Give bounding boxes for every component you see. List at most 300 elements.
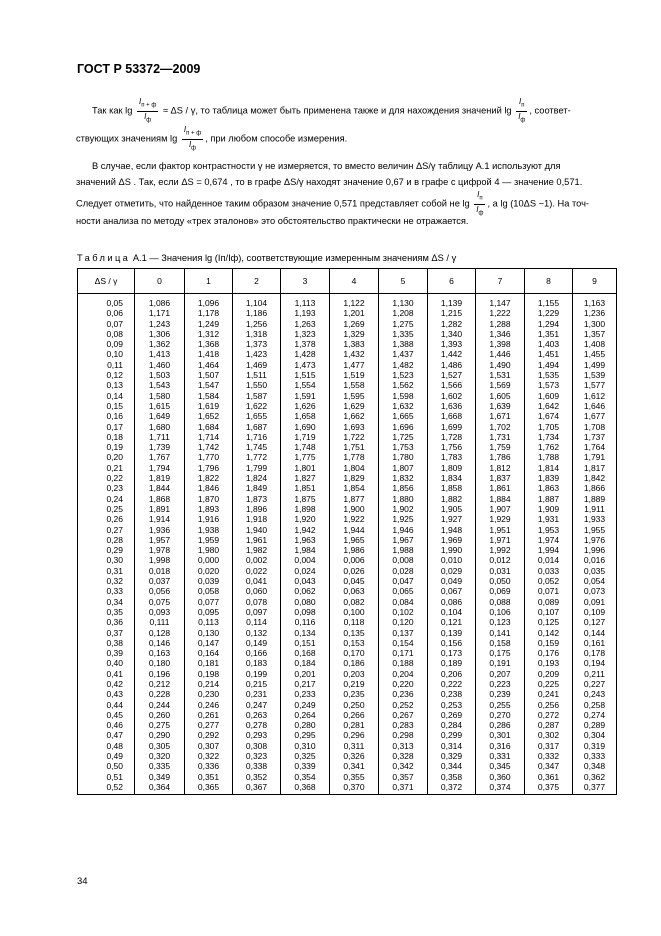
table-cell: 1,739 xyxy=(135,442,185,452)
table-cell: 0,100 xyxy=(330,607,379,617)
table-cell: 1,780 xyxy=(379,452,428,462)
table-cell: 0,158 xyxy=(476,638,525,648)
table-cell: 1,961 xyxy=(233,535,281,545)
table-cell: 1,965 xyxy=(330,535,379,545)
row-key-cell: 0,10 xyxy=(78,349,135,359)
table-cell: 0,314 xyxy=(428,741,476,751)
table-cell: 1,639 xyxy=(476,401,525,411)
table-cell: 1,731 xyxy=(476,432,525,442)
table-cell: 0,246 xyxy=(185,700,233,710)
table-cell: 1,591 xyxy=(281,391,330,401)
table-row xyxy=(78,494,617,504)
table-cell: 0,264 xyxy=(281,710,330,720)
table-cell: 0,372 xyxy=(428,782,476,795)
table-cell: 0,029 xyxy=(428,566,476,576)
table-cell: 0,278 xyxy=(233,720,281,730)
table-cell: 1,940 xyxy=(233,525,281,535)
table-cell: 1,967 xyxy=(379,535,428,545)
table-cell: 1,275 xyxy=(379,319,428,329)
table-cell: 0,310 xyxy=(281,741,330,751)
table-cell: 1,329 xyxy=(330,329,379,339)
table-cell: 1,844 xyxy=(135,483,185,493)
table-row xyxy=(78,586,617,596)
table-row xyxy=(78,555,617,565)
row-key-cell: 0,34 xyxy=(78,597,135,607)
table-cell: 1,791 xyxy=(573,452,617,462)
table-cell: 0,196 xyxy=(135,669,185,679)
table-row xyxy=(78,380,617,390)
para1-line2-pre: ствующих значениям lg xyxy=(76,133,178,144)
table-cell: 1,834 xyxy=(428,473,476,483)
table-cell: 1,998 xyxy=(135,555,185,565)
table-cell: 1,482 xyxy=(379,360,428,370)
table-cell: 1,889 xyxy=(573,494,617,504)
table-cell: 1,550 xyxy=(233,380,281,390)
paragraph-2 xyxy=(76,160,616,227)
table-cell: 0,170 xyxy=(330,648,379,658)
table-cell: 0,120 xyxy=(379,617,428,627)
table-cell: 0,008 xyxy=(379,555,428,565)
table-row xyxy=(78,772,617,782)
row-key-cell: 0,05 xyxy=(78,294,135,309)
row-key-cell: 0,36 xyxy=(78,617,135,627)
table-cell: 1,887 xyxy=(525,494,573,504)
table-cell: 0,004 xyxy=(281,555,330,565)
table-cell: 0,329 xyxy=(428,751,476,761)
table-cell: 0,214 xyxy=(185,679,233,689)
table-cell: 1,829 xyxy=(330,473,379,483)
table-cell: 1,300 xyxy=(573,319,617,329)
table-cell: 1,368 xyxy=(185,339,233,349)
row-key-cell: 0,39 xyxy=(78,648,135,658)
table-cell: 0,296 xyxy=(330,730,379,740)
table-cell: 0,086 xyxy=(428,597,476,607)
table-cell: 1,201 xyxy=(330,308,379,318)
table-cell: 0,304 xyxy=(573,730,617,740)
table-cell: 0,062 xyxy=(281,586,330,596)
fraction-lg-ip: $\frac{I_п}{I_ф}$ xyxy=(518,97,526,124)
table-cell: 0,323 xyxy=(233,751,281,761)
table-cell: 1,809 xyxy=(428,463,476,473)
table-cell: 1,942 xyxy=(281,525,330,535)
table-cell: 0,241 xyxy=(525,689,573,699)
table-cell: 1,986 xyxy=(330,545,379,555)
table-cell: 0,058 xyxy=(185,586,233,596)
table-cell: 1,946 xyxy=(379,525,428,535)
para2-line2: значений ΔS . Так, если ΔS = 0,674 , то в графе ΔS/γ находят значение 0,67 и в графе с цифрой 4 — значение 0,571. xyxy=(76,177,583,187)
table-cell: 0,164 xyxy=(185,648,233,658)
table-cell: 0,060 xyxy=(233,586,281,596)
table-cell: 0,088 xyxy=(476,597,525,607)
table-cell: 1,539 xyxy=(573,370,617,380)
table-row xyxy=(78,679,617,689)
table-row xyxy=(78,730,617,740)
table-cell: 0,325 xyxy=(281,751,330,761)
table-cell: 1,953 xyxy=(525,525,573,535)
table-cell: 1,428 xyxy=(281,349,330,359)
table-cell: 1,898 xyxy=(281,504,330,514)
table-cell: 1,580 xyxy=(135,391,185,401)
table-cell: 1,902 xyxy=(379,504,428,514)
column-header-1: 1 xyxy=(185,269,233,294)
table-cell: 0,236 xyxy=(379,689,428,699)
table-cell: 1,759 xyxy=(476,442,525,452)
table-cell: 1,929 xyxy=(476,514,525,524)
table-cell: 0,178 xyxy=(573,648,617,658)
table-cell: 0,335 xyxy=(135,761,185,771)
table-cell: 0,026 xyxy=(330,566,379,576)
table-cell: 1,916 xyxy=(185,514,233,524)
table-cell: 1,362 xyxy=(135,339,185,349)
row-key-cell: 0,21 xyxy=(78,463,135,473)
table-cell: 0,168 xyxy=(281,648,330,658)
table-cell: 0,191 xyxy=(476,658,525,668)
table-cell: 0,326 xyxy=(330,751,379,761)
table-cell: 1,814 xyxy=(525,463,573,473)
table-cell: 0,054 xyxy=(573,576,617,586)
table-cell: 1,605 xyxy=(476,391,525,401)
table-cell: 1,519 xyxy=(330,370,379,380)
table-cell: 0,186 xyxy=(330,658,379,668)
row-key-cell: 0,25 xyxy=(78,504,135,514)
row-key-cell: 0,20 xyxy=(78,452,135,462)
table-cell: 1,690 xyxy=(281,422,330,432)
table-cell: 1,652 xyxy=(185,411,233,421)
table-cell: 1,849 xyxy=(233,483,281,493)
table-cell: 0,287 xyxy=(525,720,573,730)
table-cell: 0,128 xyxy=(135,628,185,638)
table-row xyxy=(78,700,617,710)
table-cell: 1,994 xyxy=(525,545,573,555)
table-cell: 1,665 xyxy=(379,411,428,421)
table-cell: 0,159 xyxy=(525,638,573,648)
table-cell: 1,837 xyxy=(476,473,525,483)
table-cell: 1,469 xyxy=(233,360,281,370)
table-row xyxy=(78,294,617,309)
table-cell: 0,222 xyxy=(428,679,476,689)
table-cell: 0,106 xyxy=(476,607,525,617)
fraction-lg-ip-plus-f-2: $\frac{I_{п + ф}}{I_ф}$ xyxy=(183,125,202,152)
table-cell: 0,020 xyxy=(185,566,233,576)
table-cell: 1,655 xyxy=(233,411,281,421)
table-cell: 1,832 xyxy=(379,473,428,483)
table-cell: 1,566 xyxy=(428,380,476,390)
table-cell: 1,868 xyxy=(135,494,185,504)
table-cell: 1,873 xyxy=(233,494,281,504)
table-cell: 0,071 xyxy=(525,586,573,596)
table-cell: 1,323 xyxy=(281,329,330,339)
table-cell: 0,339 xyxy=(281,761,330,771)
table-cell: 1,398 xyxy=(476,339,525,349)
table-cell: 1,748 xyxy=(281,442,330,452)
table-cell: 0,307 xyxy=(185,741,233,751)
table-cell: 1,988 xyxy=(379,545,428,555)
table-cell: 1,911 xyxy=(573,504,617,514)
table-cell: 1,455 xyxy=(573,349,617,359)
table-cell: 1,147 xyxy=(476,294,525,309)
table-row xyxy=(78,411,617,421)
table-cell: 0,137 xyxy=(379,628,428,638)
table-cell: 1,629 xyxy=(330,401,379,411)
table-cell: 0,260 xyxy=(135,710,185,720)
table-row xyxy=(78,658,617,668)
table-cell: 1,413 xyxy=(135,349,185,359)
table-cell: 1,294 xyxy=(525,319,573,329)
table-cell: 1,511 xyxy=(233,370,281,380)
table-cell: 1,626 xyxy=(281,401,330,411)
table-cell: 1,920 xyxy=(281,514,330,524)
table-cell: 1,742 xyxy=(185,442,233,452)
table-cell: 0,280 xyxy=(281,720,330,730)
table-cell: 0,250 xyxy=(330,700,379,710)
table-row xyxy=(78,751,617,761)
table-cell: 0,255 xyxy=(476,700,525,710)
row-key-cell: 0,24 xyxy=(78,494,135,504)
table-cell: 0,141 xyxy=(476,628,525,638)
table-cell: 0,349 xyxy=(135,772,185,782)
table-row xyxy=(78,576,617,586)
table-cell: 0,375 xyxy=(525,782,573,795)
table-cell: 0,065 xyxy=(379,586,428,596)
table-cell: 0,374 xyxy=(476,782,525,795)
table-cell: 1,982 xyxy=(233,545,281,555)
table-cell: 1,351 xyxy=(525,329,573,339)
fraction-lg-ip-f: $\frac{I_п}{I_ф}$ xyxy=(476,190,484,217)
table-cell: 1,877 xyxy=(330,494,379,504)
table-cell: 1,432 xyxy=(330,349,379,359)
column-header-5: 5 xyxy=(379,269,428,294)
table-row xyxy=(78,360,617,370)
column-header-6: 6 xyxy=(428,269,476,294)
column-header-7: 7 xyxy=(476,269,525,294)
table-cell: 1,671 xyxy=(476,411,525,421)
table-cell: 1,155 xyxy=(525,294,573,309)
table-cell: 1,490 xyxy=(476,360,525,370)
table-cell: 0,002 xyxy=(233,555,281,565)
table-cell: 1,990 xyxy=(428,545,476,555)
table-cell: 0,144 xyxy=(573,628,617,638)
table-cell: 1,130 xyxy=(379,294,428,309)
table-cell: 1,451 xyxy=(525,349,573,359)
table-cell: 1,974 xyxy=(525,535,573,545)
table-cell: 0,332 xyxy=(525,751,573,761)
table-cell: 1,346 xyxy=(476,329,525,339)
table-cell: 0,267 xyxy=(379,710,428,720)
table-cell: 1,113 xyxy=(281,294,330,309)
table-cell: 1,936 xyxy=(135,525,185,535)
table-row xyxy=(78,319,617,329)
table-cell: 1,139 xyxy=(428,294,476,309)
row-key-cell: 0,26 xyxy=(78,514,135,524)
table-cell: 0,275 xyxy=(135,720,185,730)
table-row xyxy=(78,463,617,473)
table-cell: 0,153 xyxy=(330,638,379,648)
table-cell: 1,984 xyxy=(281,545,330,555)
table-cell: 1,722 xyxy=(330,432,379,442)
table-cell: 1,786 xyxy=(476,452,525,462)
table-cell: 0,284 xyxy=(428,720,476,730)
table-cell: 0,319 xyxy=(573,741,617,751)
table-row xyxy=(78,782,617,795)
table-row xyxy=(78,422,617,432)
table-cell: 1,801 xyxy=(281,463,330,473)
table-cell: 0,201 xyxy=(281,669,330,679)
row-key-cell: 0,35 xyxy=(78,607,135,617)
table-cell: 0,362 xyxy=(573,772,617,782)
table-cell: 1,854 xyxy=(330,483,379,493)
para1-line2-post: , при любом способе измерения. xyxy=(205,133,348,144)
table-cell: 1,762 xyxy=(525,442,573,452)
table-cell: 0,095 xyxy=(185,607,233,617)
table-cell: 1,870 xyxy=(185,494,233,504)
table-cell: 0,308 xyxy=(233,741,281,751)
table-cell: 1,734 xyxy=(525,432,573,442)
table-cell: 0,031 xyxy=(476,566,525,576)
row-key-cell: 0,15 xyxy=(78,401,135,411)
table-cell: 1,318 xyxy=(233,329,281,339)
row-key-cell: 0,40 xyxy=(78,658,135,668)
table-cell: 1,171 xyxy=(135,308,185,318)
table-cell: 1,646 xyxy=(573,401,617,411)
table-cell: 0,293 xyxy=(233,730,281,740)
table-cell: 1,756 xyxy=(428,442,476,452)
table-cell: 1,772 xyxy=(233,452,281,462)
table-row xyxy=(78,710,617,720)
table-cell: 0,344 xyxy=(428,761,476,771)
table-cell: 0,206 xyxy=(428,669,476,679)
table-cell: 0,198 xyxy=(185,669,233,679)
table-cell: 0,189 xyxy=(428,658,476,668)
table-cell: 0,298 xyxy=(379,730,428,740)
para2-line3-post: , а lg (10ΔS −1). На точ- xyxy=(487,198,590,209)
table-cell: 0,118 xyxy=(330,617,379,627)
table-cell: 1,388 xyxy=(379,339,428,349)
table-cell: 1,751 xyxy=(330,442,379,452)
para2-line3-pre: Следует отметить, что найденное таким образом значение 0,571 представляет собой не lg xyxy=(76,198,470,209)
table-cell: 0,142 xyxy=(525,628,573,638)
table-row xyxy=(78,720,617,730)
table-cell: 0,104 xyxy=(428,607,476,617)
table-cell: 1,996 xyxy=(573,545,617,555)
table-cell: 0,370 xyxy=(330,782,379,795)
table-cell: 1,515 xyxy=(281,370,330,380)
table-cell: 1,684 xyxy=(185,422,233,432)
table-cell: 1,753 xyxy=(379,442,428,452)
table-cell: 0,171 xyxy=(379,648,428,658)
table-cell: 1,882 xyxy=(428,494,476,504)
table-cell: 1,846 xyxy=(185,483,233,493)
table-cell: 1,788 xyxy=(525,452,573,462)
table-cell: 0,209 xyxy=(525,669,573,679)
row-key-cell: 0,49 xyxy=(78,751,135,761)
table-cell: 1,891 xyxy=(135,504,185,514)
column-header-4: 4 xyxy=(330,269,379,294)
table-cell: 1,900 xyxy=(330,504,379,514)
row-key-cell: 0,33 xyxy=(78,586,135,596)
table-cell: 1,523 xyxy=(379,370,428,380)
table-cell: 1,619 xyxy=(185,401,233,411)
table-cell: 1,851 xyxy=(281,483,330,493)
table-cell: 0,151 xyxy=(281,638,330,648)
table-cell: 1,909 xyxy=(525,504,573,514)
table-cell: 1,992 xyxy=(476,545,525,555)
table-cell: 1,531 xyxy=(476,370,525,380)
table-cell: 1,804 xyxy=(330,463,379,473)
table-cell: 0,238 xyxy=(428,689,476,699)
table-cell: 1,423 xyxy=(233,349,281,359)
table-cell: 1,716 xyxy=(233,432,281,442)
table-row xyxy=(78,504,617,514)
row-key-cell: 0,18 xyxy=(78,432,135,442)
table-cell: 0,328 xyxy=(379,751,428,761)
row-key-cell: 0,52 xyxy=(78,782,135,795)
table-cell: 0,078 xyxy=(233,597,281,607)
row-key-cell: 0,30 xyxy=(78,555,135,565)
row-key-cell: 0,06 xyxy=(78,308,135,318)
row-key-cell: 0,14 xyxy=(78,391,135,401)
table-row xyxy=(78,545,617,555)
table-cell: 0,184 xyxy=(281,658,330,668)
table-cell: 0,247 xyxy=(233,700,281,710)
table-cell: 0,225 xyxy=(525,679,573,689)
table-cell: 0,345 xyxy=(476,761,525,771)
table-cell: 0,239 xyxy=(476,689,525,699)
table-cell: 1,649 xyxy=(135,411,185,421)
table-row xyxy=(78,617,617,627)
table-cell: 0,360 xyxy=(476,772,525,782)
table-cell: 0,231 xyxy=(233,689,281,699)
table-cell: 1,925 xyxy=(379,514,428,524)
table-cell: 0,211 xyxy=(573,669,617,679)
table-cell: 1,249 xyxy=(185,319,233,329)
table-cell: 0,123 xyxy=(476,617,525,627)
table-cell: 0,024 xyxy=(281,566,330,576)
table-cell: 0,364 xyxy=(135,782,185,795)
table-cell: 0,338 xyxy=(233,761,281,771)
table-cell: 0,121 xyxy=(428,617,476,627)
table-cell: 1,236 xyxy=(573,308,617,318)
table-row xyxy=(78,391,617,401)
table-cell: 1,163 xyxy=(573,294,617,309)
table-cell: 1,408 xyxy=(573,339,617,349)
table-cell: 1,418 xyxy=(185,349,233,359)
table-cell: 1,933 xyxy=(573,514,617,524)
table-cell: 0,181 xyxy=(185,658,233,668)
table-cell: 1,948 xyxy=(428,525,476,535)
table-cell: 0,043 xyxy=(281,576,330,586)
table-cell: 1,775 xyxy=(281,452,330,462)
table-cell: 1,725 xyxy=(379,432,428,442)
table-header-row xyxy=(78,269,617,294)
row-key-cell: 0,08 xyxy=(78,329,135,339)
table-cell: 1,875 xyxy=(281,494,330,504)
table-cell: 0,114 xyxy=(233,617,281,627)
table-cell: 0,016 xyxy=(573,555,617,565)
values-table xyxy=(77,268,617,795)
table-cell: 1,896 xyxy=(233,504,281,514)
table-caption xyxy=(77,253,456,263)
table-cell: 1,677 xyxy=(573,411,617,421)
table-cell: 1,383 xyxy=(330,339,379,349)
table-cell: 1,442 xyxy=(428,349,476,359)
table-cell: 0,077 xyxy=(185,597,233,607)
table-cell: 1,856 xyxy=(379,483,428,493)
table-caption-text: А.1 — Значения lg (Iп/Iф), соответствующие измеренным значениям ΔS / γ xyxy=(132,253,457,263)
table-cell: 0,084 xyxy=(379,597,428,607)
table-cell: 1,839 xyxy=(525,473,573,483)
table-cell: 1,503 xyxy=(135,370,185,380)
table-cell: 1,980 xyxy=(185,545,233,555)
